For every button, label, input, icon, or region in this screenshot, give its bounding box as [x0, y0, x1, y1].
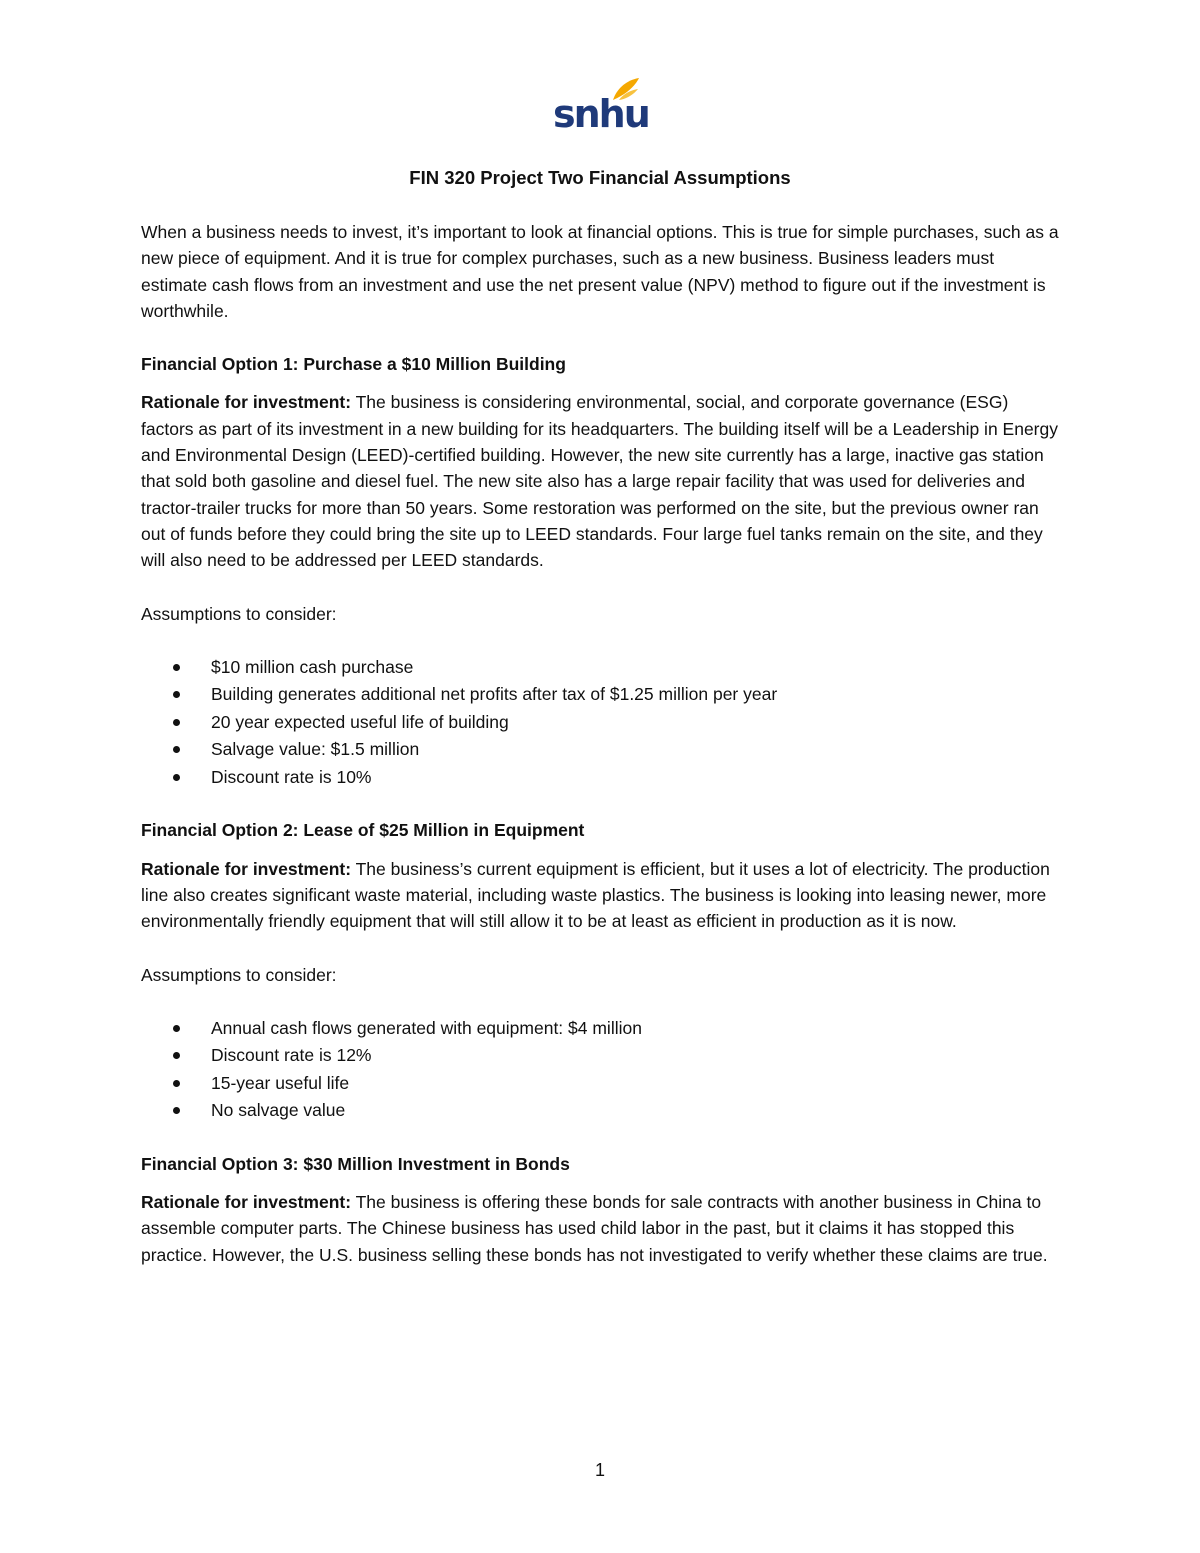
option-1-heading: Financial Option 1: Purchase a $10 Million Building: [141, 354, 566, 375]
rationale-label: Rationale for investment:: [141, 392, 352, 413]
option-2-rationale: [141, 856, 1061, 935]
option-2-section: [141, 817, 1061, 1124]
page-number: 1: [594, 1460, 605, 1480]
rationale-text: The business is considering environmental, social, and corporate governance (ESG) factors as part of its investment in a new building for its headquarters. The building itself will be a Leadership in Energy and Environmental Design (LEED)-certified building. However, the new site currently has a large, inactive gas station that sold both gasoline and diesel fuel. The new site also has a large repair facility that was used for deliveries and tractor-trailer trucks for more than 50 years. Some restoration was performed on the site, but the previous owner ran out of funds before they could bring the site up to LEED standards. Four large fuel tanks remain on the site, and they will also need to be addressed per LEED standards.: [141, 392, 1058, 571]
list-item: Annual cash flows generated with equipment: $4 million: [141, 1015, 1061, 1043]
option-1-assumptions-list: [141, 654, 1061, 792]
option-2-assumptions-label: Assumptions to consider:: [141, 964, 337, 985]
list-item: No salvage value: [141, 1097, 1061, 1125]
rationale-label: Rationale for investment:: [141, 1192, 352, 1213]
option-1-assumptions-label: Assumptions to consider:: [141, 603, 337, 624]
list-item: Discount rate is 10%: [141, 764, 1061, 792]
list-item: $10 million cash purchase: [141, 654, 1061, 682]
list-item: 15-year useful life: [141, 1070, 1061, 1098]
logo-wordmark: snhu: [553, 92, 649, 136]
intro-paragraph: When a business needs to invest, it’s important to look at financial options. This is true for simple purchases, such as a new piece of equipment. And it is true for complex purchases, such as a new business. Business leaders must estimate cash flows from an investment and use the net present value (NPV) method to figure out if the investment is worthwhile.: [141, 222, 1059, 321]
list-item: 20 year expected useful life of building: [141, 709, 1061, 737]
option-3-section: [141, 1151, 1061, 1268]
option-2-heading: Financial Option 2: Lease of $25 Million in Equipment: [141, 820, 585, 841]
list-item: Salvage value: $1.5 million: [141, 736, 1061, 764]
option-1-section: [141, 351, 1061, 791]
option-1-rationale: [141, 389, 1061, 573]
option-3-rationale: [141, 1189, 1061, 1268]
snhu-logo: [553, 76, 649, 140]
page-title: FIN 320 Project Two Financial Assumptions: [409, 167, 791, 188]
document-body: [141, 219, 1061, 1268]
rationale-text: The business is offering these bonds for sale contracts with another business in China to assemble computer parts. The Chinese business has used child labor in the past, but it claims it has stopped this practice. However, the U.S. business selling these bonds has not investigated to verify whether these claims are true.: [141, 1192, 1048, 1265]
list-item: Building generates additional net profits after tax of $1.25 million per year: [141, 681, 1061, 709]
rationale-label: Rationale for investment:: [141, 858, 352, 879]
list-item: Discount rate is 12%: [141, 1042, 1061, 1070]
option-2-assumptions-list: [141, 1015, 1061, 1125]
option-3-heading: Financial Option 3: $30 Million Investment in Bonds: [141, 1153, 570, 1174]
rationale-text: The business’s current equipment is efficient, but it uses a lot of electricity. The production line also creates significant waste material, including waste plastics. The business is looking into leasing newer, more environmentally friendly equipment that will still allow it to be at least as efficient in production as it is now.: [141, 858, 1050, 932]
